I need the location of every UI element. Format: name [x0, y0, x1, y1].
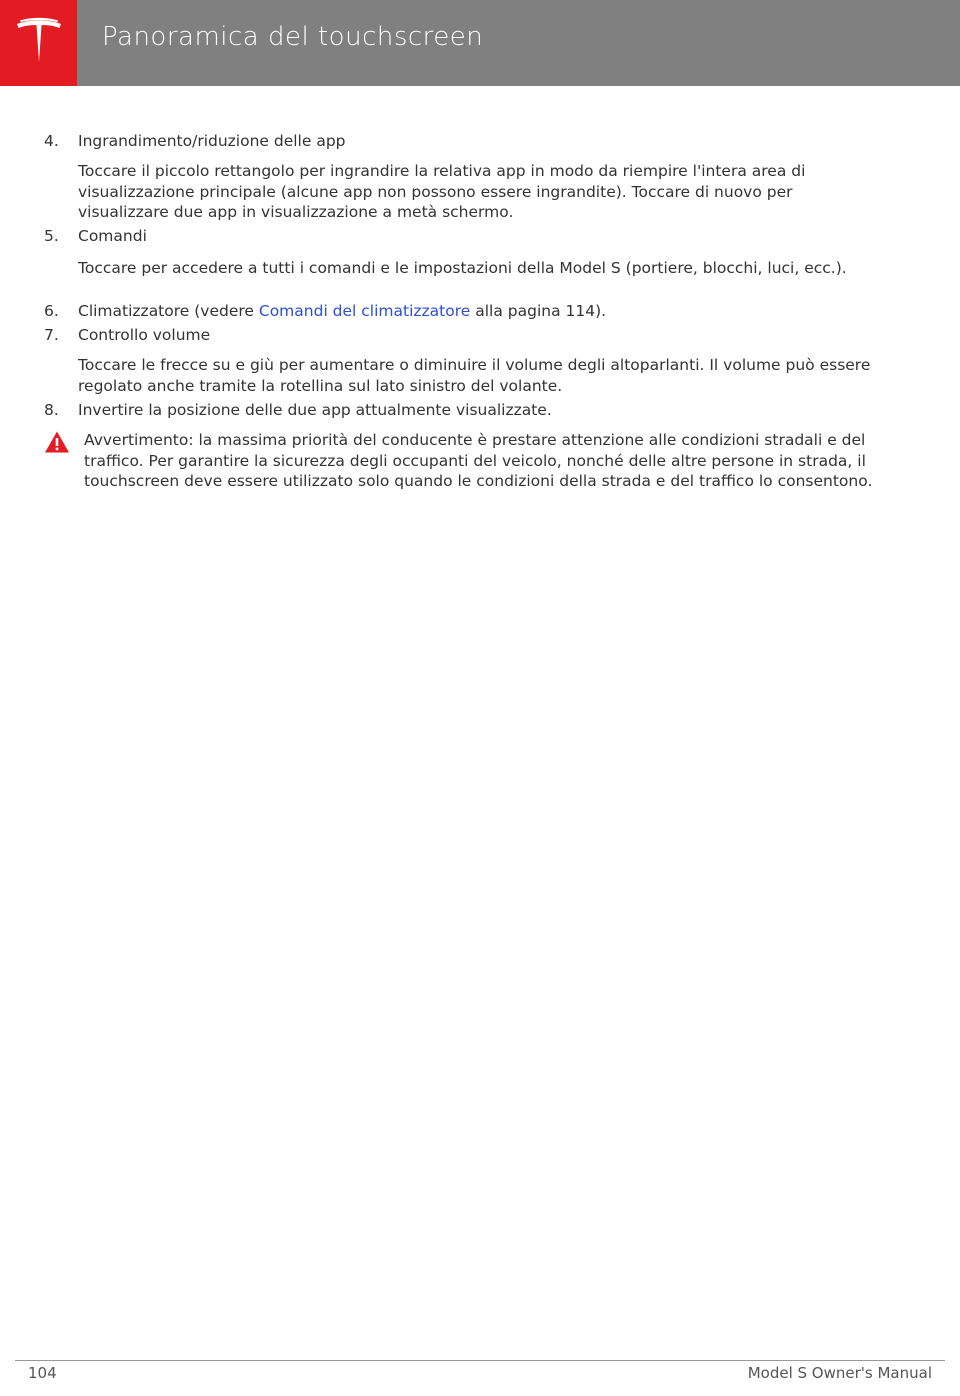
- item-description: Toccare le frecce su e giù per aumentare o diminuire il volume degli altoparlanti. Il volume può essere regolato anche tramite la rotellina sul lato sinistro del volante.: [78, 356, 871, 395]
- item-number: 8.: [44, 401, 59, 419]
- page-title: Panoramica del touchscreen: [102, 22, 484, 52]
- item-title: [78, 301, 606, 322]
- item-description: Toccare per accedere a tutti i comandi e le impostazioni della Model S (portiere, blocchi, luci, ecc.).: [78, 259, 847, 277]
- climate-controls-link[interactable]: Comandi del climatizzatore: [258, 302, 471, 320]
- item-number: 4.: [44, 132, 59, 150]
- item-number: 6.: [44, 302, 59, 320]
- manual-title: Model S Owner's Manual: [747, 1364, 932, 1382]
- page-header: [0, 0, 960, 86]
- item-number: 5.: [44, 227, 59, 245]
- item-number: 7.: [44, 326, 59, 344]
- warning-text: Avvertimento: la massima priorità del conducente è prestare attenzione alle condizioni stradali e del traffico. Per garantire la sicurezza degli occupanti del veicolo, nonché delle altre persone in strada, il touchscreen deve essere utilizzato solo quando le condizioni della strada e del traffico lo consentono.: [84, 431, 873, 490]
- logo-box: [0, 0, 77, 86]
- item-title-prefix: Climatizzatore (vedere: [78, 302, 259, 320]
- footer-divider: [15, 1360, 945, 1361]
- item-title: Invertire la posizione delle due app attualmente visualizzate.: [78, 401, 552, 419]
- item-description: Toccare il piccolo rettangolo per ingrandire la relativa app in modo da riempire l'intera area di visualizzazione principale (alcune app non possono essere ingrandite). Toccare di nuovo per visualizzare due app in visualizzazione a metà schermo.: [78, 162, 806, 221]
- item-title-suffix: alla pagina 114).: [470, 302, 607, 320]
- tesla-logo-icon: [13, 16, 65, 68]
- item-title: Comandi: [78, 227, 147, 245]
- item-title: Controllo volume: [78, 326, 211, 344]
- item-title: Ingrandimento/riduzione delle app: [78, 132, 346, 150]
- warning-triangle-icon: [44, 430, 70, 454]
- page-number: 104: [28, 1364, 57, 1382]
